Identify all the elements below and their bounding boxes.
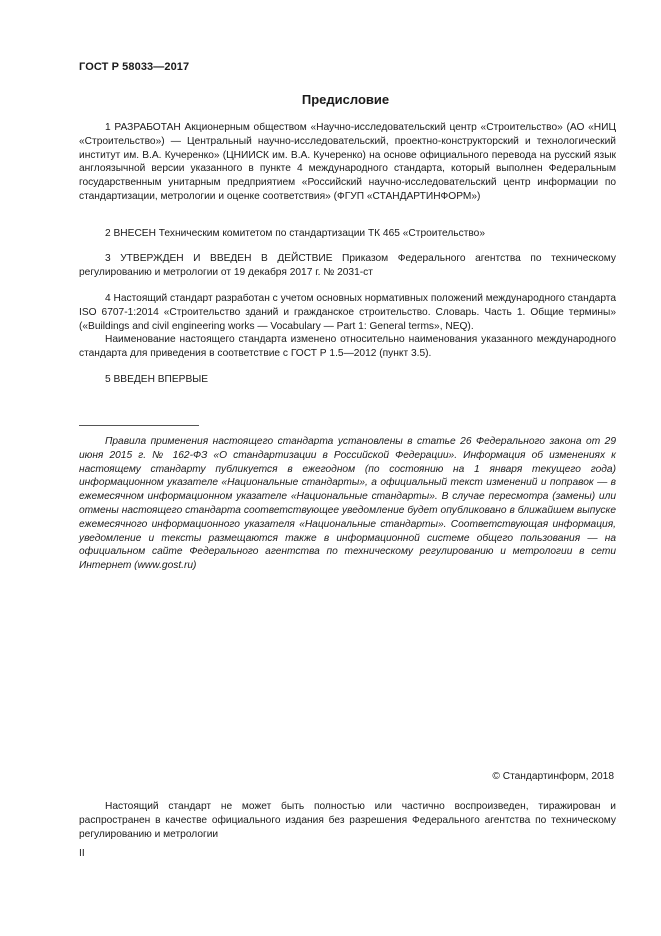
standard-code-header: ГОСТ Р 58033—2017 (79, 61, 190, 73)
note-divider (79, 425, 199, 426)
application-rules-note: Правила применения настоящего стандарта установлены в статье 26 Федерального закона от 29 июня 2015 г. № 162-ФЗ «О стандартизации в Российской Федерации». Информация об изменениях к настоящему стандарту публикуется в ежегодном (по состоянию на 1 января текущего года) информационном указателе «Национальные стандарты», а официальный текст изменений и поправок — в ежемесячном информационном указателе «Национальные стандарты». В случае пересмотра (замены) или отмены настоящего стандарта соответствующее уведомление будет опубликовано в ближайшем выпуске ежемесячного информационного указателя «Национальные стандарты». Соответствующая информация, уведомление и тексты размещаются также в информационной системе общего пользования — на официальном сайте Федерального агентства по техническому регулированию и метрологии в сети Интернет (www.gost.ru) (79, 436, 616, 572)
paragraph-1: 1 РАЗРАБОТАН Акционерным обществом «Научно-исследовательский центр «Строительство» (АО «НИЦ «Строительство») — Центральный научно-исследовательский, проектно-конструкторский и технологический институт им. В.А. Кучеренко» (ЦНИИСК им. В.А. Кучеренко) на основе официального перевода на русский язык англоязычной версии указанного в пункте 4 международного стандарта, который выполнен Федеральным государственным унитарным предприятием «Российский научно-исследовательский центр информации по стандартизации, метрологии и оценке соответствия» (ФГУП «СТАНДАРТИНФОРМ») (79, 122, 616, 202)
paragraph-5: 5 ВВЕДЕН ВПЕРВЫЕ (105, 374, 209, 385)
paragraph-3: 3 УТВЕРЖДЕН И ВВЕДЕН В ДЕЙСТВИЕ Приказом Федерального агентства по техническому регулированию и метрологии от 19 декабря 2017 г. № 2031-ст (79, 253, 616, 278)
page-title: Предисловие (301, 92, 390, 107)
paragraph-4: 4 Настоящий стандарт разработан с учетом основных нормативных положений международного стандарта ISO 6707-1:2014 «Строительство зданий и гражданское строительство. Словарь. Часть 1. Общие термины» («Buildings and civil engineering works — Vocabulary — Part 1: General terms», NEQ). Наименование настоящего стандарта изменено относительно наименования указанного международного стандарта для приведения в соответствие с ГОСТ Р 1.5—2012 (пункт 3.5). (79, 293, 616, 360)
reproduction-notice: Настоящий стандарт не может быть полностью или частично воспроизведен, тиражирован и распространен в качестве официального издания без разрешения Федерального агентства по техническому регулированию и метрологии (79, 801, 616, 840)
copyright: © Стандартинформ, 2018 (492, 771, 614, 782)
page-number: II (79, 848, 85, 859)
paragraph-2: 2 ВНЕСЕН Техническим комитетом по стандартизации ТК 465 «Строительство» (105, 228, 485, 239)
